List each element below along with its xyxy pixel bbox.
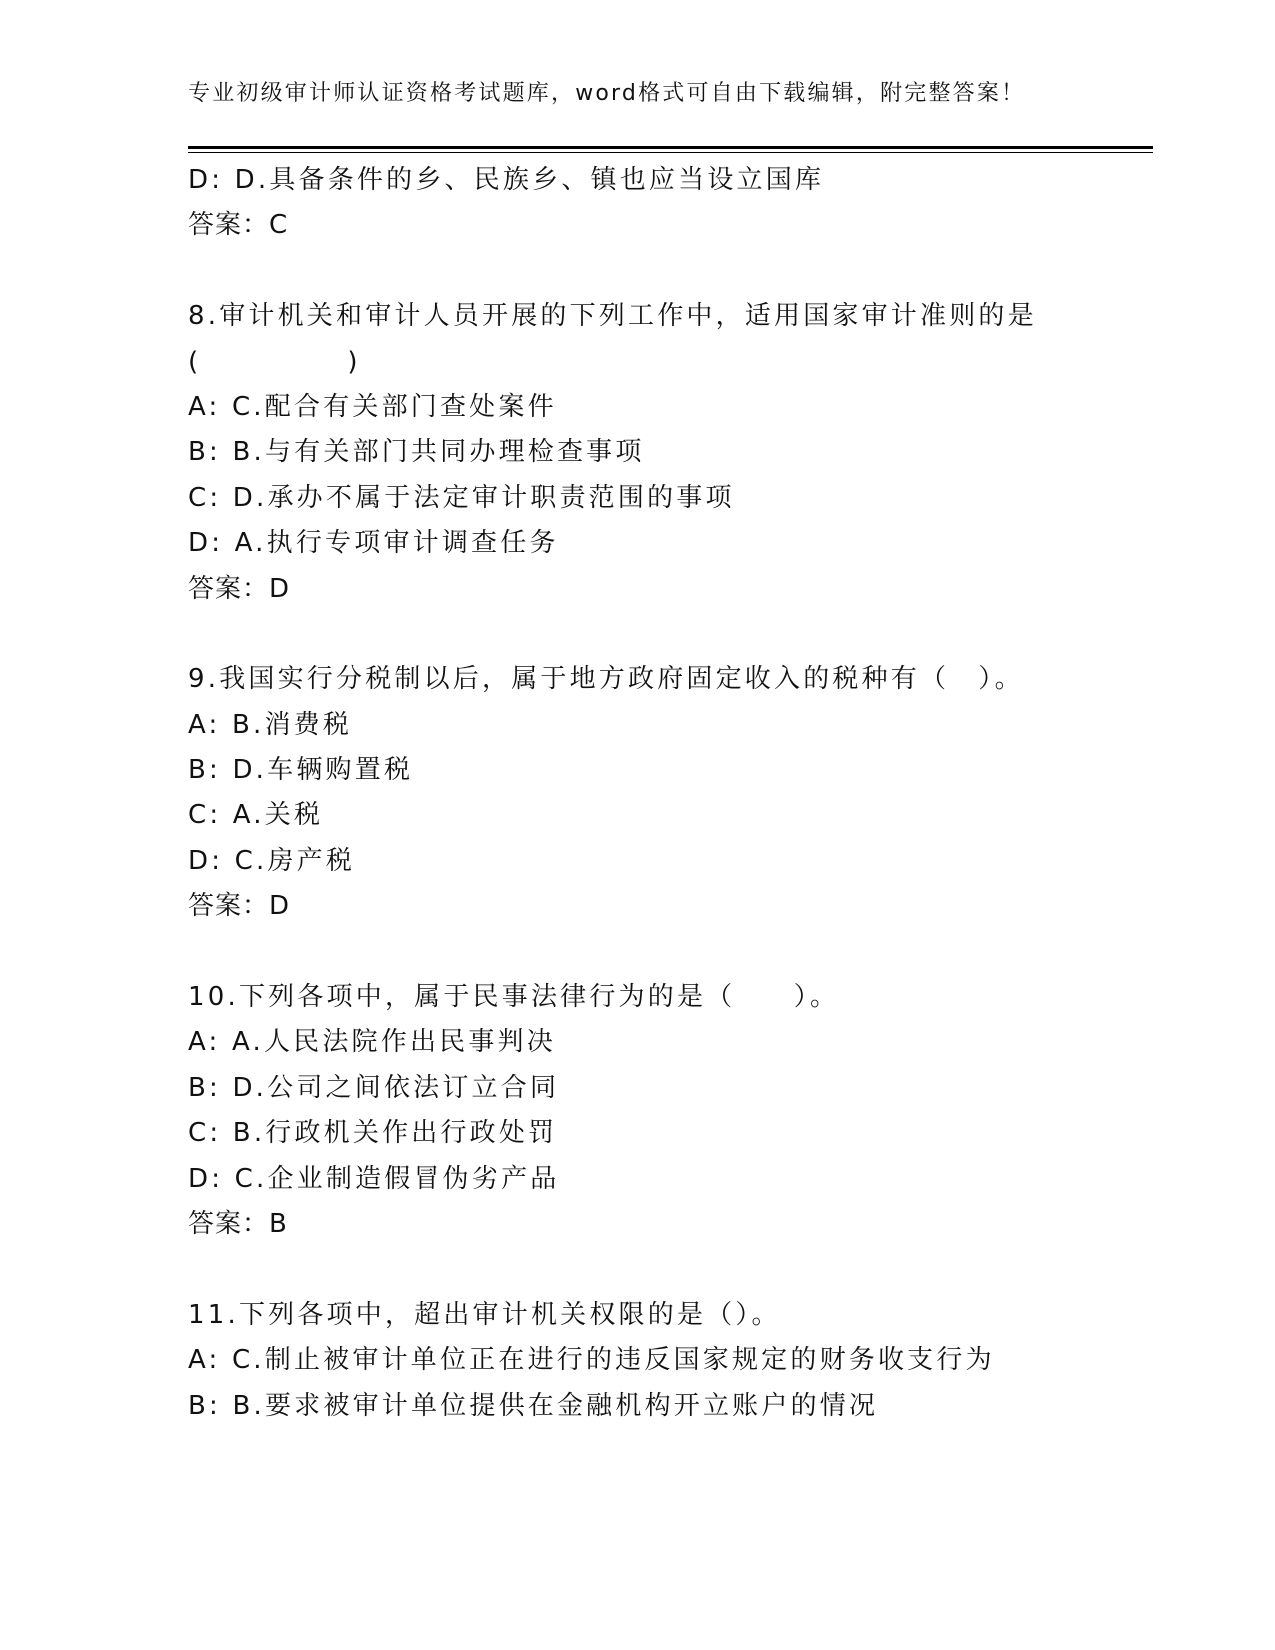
option-d: D: D.具备条件的乡、民族乡、镇也应当设立国库 xyxy=(188,165,825,195)
option-c: C: B.行政机关作出行政处罚 xyxy=(188,1118,558,1149)
answer-line: 答案：D xyxy=(188,891,291,922)
question-text: 10.下列各项中，属于民事法律行为的是（ ）。 xyxy=(188,982,840,1013)
question-text: 9.我国实行分税制以后，属于地方政府固定收入的税种有（ ）。 xyxy=(188,664,1024,695)
option-a: A: A.人民法院作出民事判决 xyxy=(188,1027,556,1058)
question-text: 11.下列各项中，超出审计机关权限的是（）。 xyxy=(188,1299,781,1330)
answer-line: 答案：D xyxy=(188,573,291,604)
option-b: B: B.要求被审计单位提供在金融机构开立账户的情况 xyxy=(188,1390,879,1421)
block-spacer xyxy=(188,249,1168,294)
page-header: 专业初级审计师认证资格考试题库，word格式可自由下载编辑，附完整答案！ xyxy=(188,81,1026,106)
question-block-10 xyxy=(188,975,1168,1247)
question-text: 8.审计机关和审计人员开展的下列工作中，适用国家审计准则的是 xyxy=(188,301,1037,332)
question-block-11 xyxy=(188,1293,1168,1429)
question-list xyxy=(188,158,1168,1429)
answer-line: 答案：C xyxy=(188,210,289,241)
option-c: C: D.承办不属于法定审计职责范围的事项 xyxy=(188,482,735,513)
option-c: C: A.关税 xyxy=(188,800,324,831)
question-block-8 xyxy=(188,294,1168,612)
option-b: B: B.与有关部门共同办理检查事项 xyxy=(188,437,645,468)
option-d: D: C.房产税 xyxy=(188,845,356,876)
answer-line: 答案：B xyxy=(188,1208,288,1239)
option-a: A: C.制止被审计单位正在进行的违反国家规定的财务收支行为 xyxy=(188,1345,995,1376)
option-b: B: D.车辆购置税 xyxy=(188,755,414,786)
option-a: A: C.配合有关部门查处案件 xyxy=(188,391,557,422)
option-b: B: D.公司之间依法订立合同 xyxy=(188,1072,560,1103)
question-block xyxy=(188,158,1168,249)
option-d: D: C.企业制造假冒伪劣产品 xyxy=(188,1163,560,1194)
question-blank: ( ) xyxy=(188,346,361,377)
block-spacer xyxy=(188,930,1168,975)
option-d: D: A.执行专项审计调查任务 xyxy=(188,528,559,559)
option-a: A: B.消费税 xyxy=(188,709,353,740)
block-spacer xyxy=(188,612,1168,657)
header-divider xyxy=(188,146,1153,153)
block-spacer xyxy=(188,1247,1168,1292)
question-block-9 xyxy=(188,657,1168,929)
